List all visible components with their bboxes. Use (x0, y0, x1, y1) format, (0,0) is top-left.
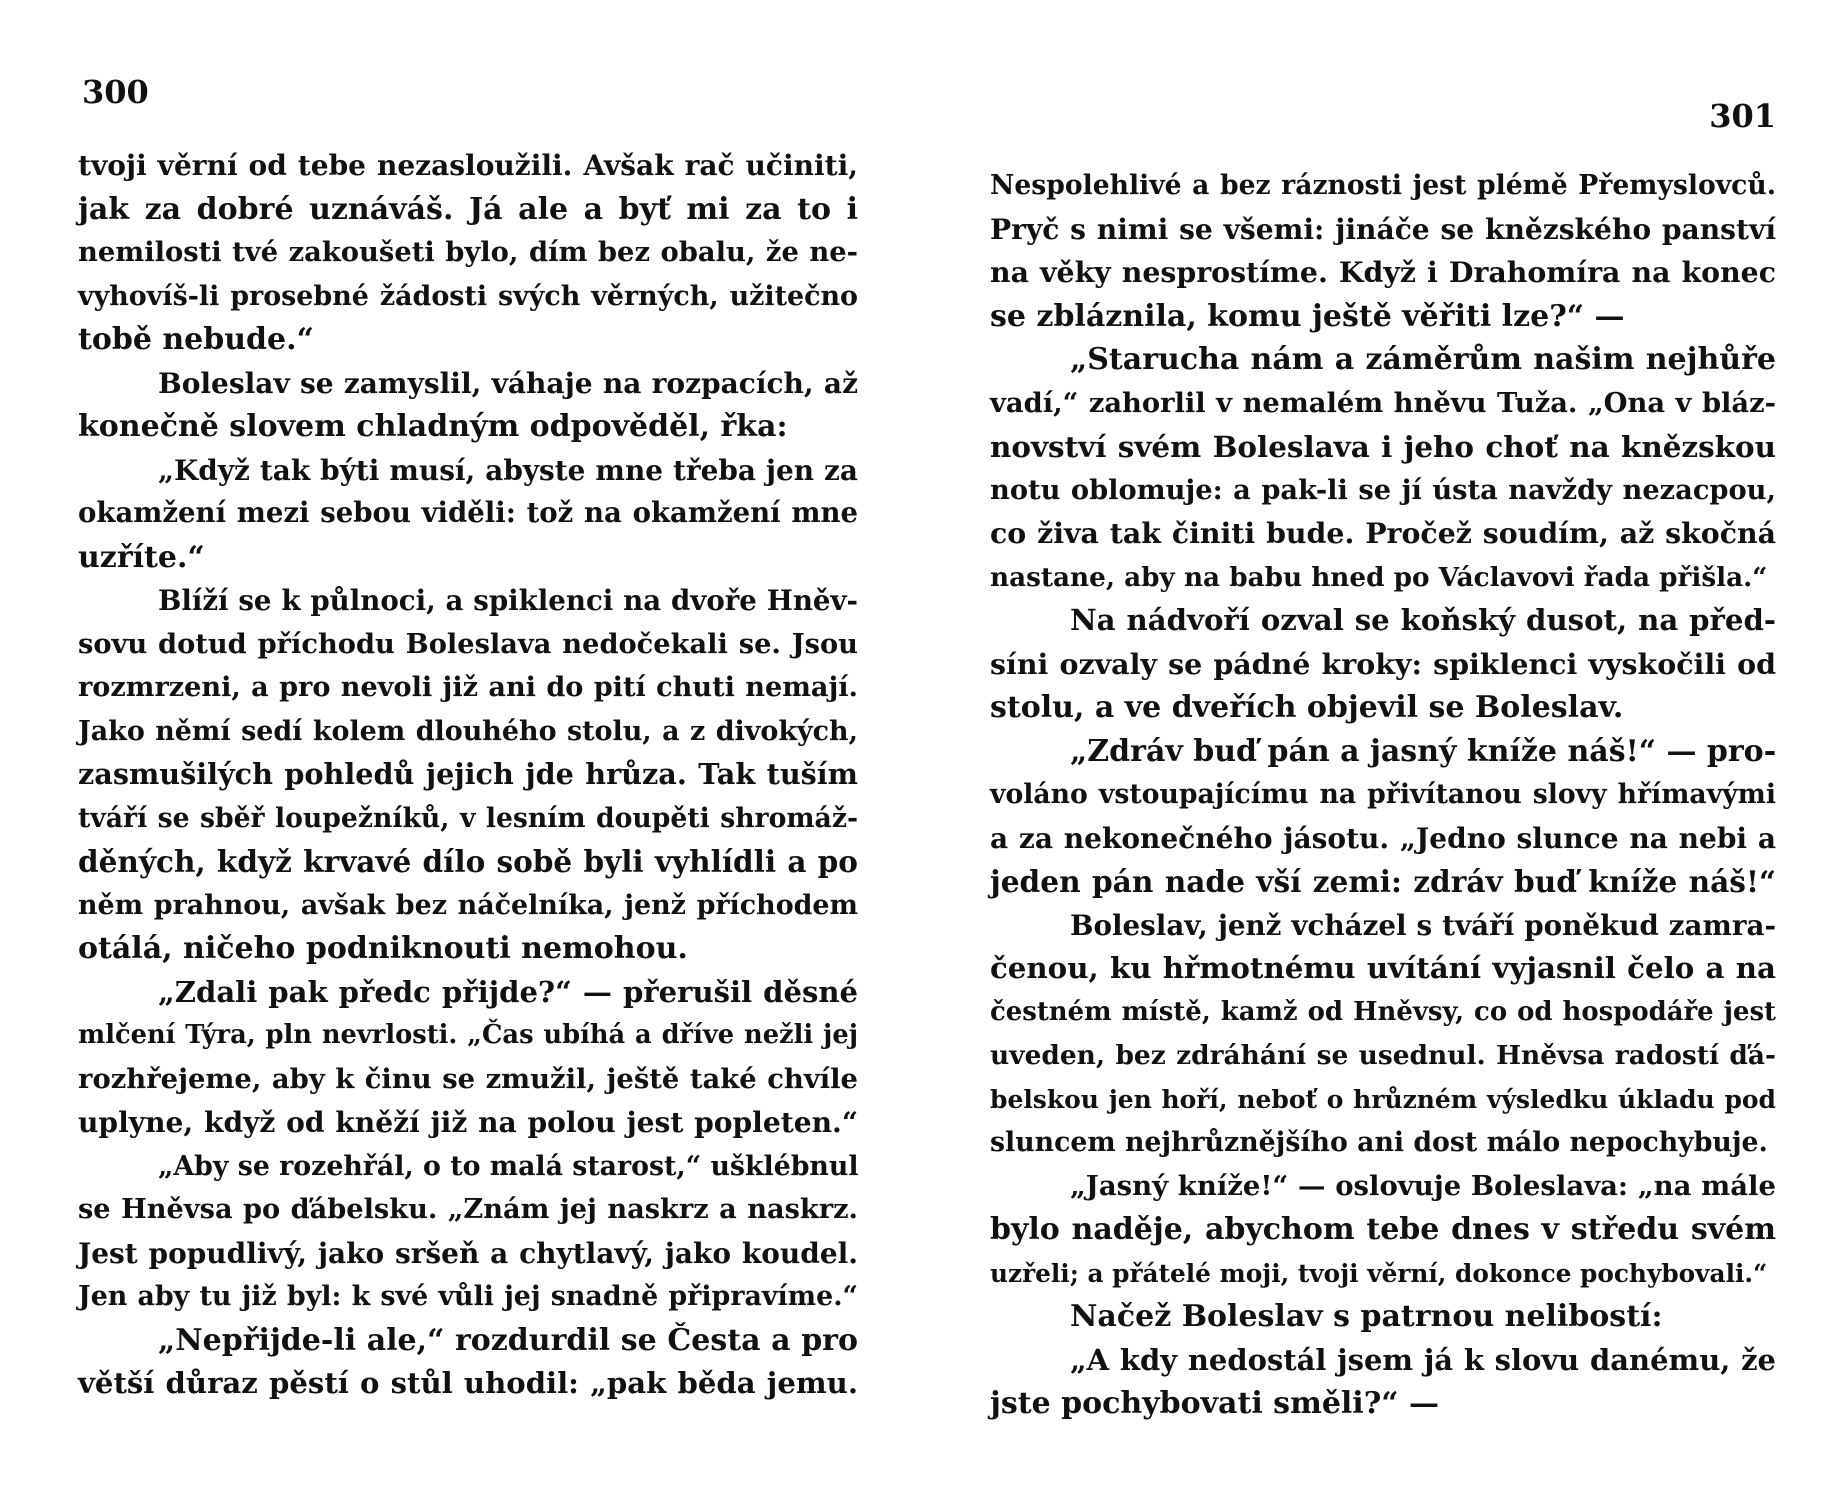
text-line: jak za dobré uznáváš. Já ale a byť mi za to i (78, 191, 858, 227)
text-line: se Hněvsa po ďábelsku. „Znám jej naskrz a naskrz. (78, 1193, 858, 1225)
right-page-text (990, 164, 1776, 1426)
text-line: Pryč s nimi se všemi: jináče se knězského panství (990, 212, 1776, 246)
text-line: co živa tak činiti bude. Pročež soudím, až skočná (990, 516, 1776, 550)
text-line: „A kdy nedostál jsem já k slovu danému, že (1070, 1342, 1776, 1377)
text-line: belskou jen hoří, neboť o hrůzném výsledku úkladu pod (990, 1084, 1776, 1114)
text-line: něm prahnou, avšak bez náčelníka, jenž příchodem (78, 889, 858, 921)
text-line: tváří se sběř loupežníků, v lesním doupěti shromáž- (78, 802, 858, 834)
text-line: uplyne, když od kněží již na polou jest popleten.“ (78, 1106, 858, 1139)
text-line: nastane, aby na babu hned po Václavovi řada přišla.“ (990, 561, 1768, 593)
text-line: uveden, bez zdráhání se usednul. Hněvsa radostí ďá- (990, 1040, 1776, 1071)
text-line: „Když tak býti musí, abyste mne třeba jen za (158, 453, 858, 487)
text-line: zasmušilých pohledů jejich jde hrůza. Tak tuším (78, 757, 858, 791)
text-line: děných, když krvavé dílo sobě byli vyhlídli a po (78, 844, 858, 879)
text-line: sovu dotud příchodu Boleslava nedočekali se. Jsou (78, 627, 858, 660)
page-number-left: 300 (82, 73, 149, 111)
text-line: konečně slovem chladným odpověděl, řka: (78, 409, 788, 444)
text-line: uzříte.“ (78, 539, 205, 575)
left-page-text (78, 144, 858, 1406)
text-line: bylo naděje, abychom tebe dnes v středu svém (990, 1212, 1776, 1247)
text-line: rozmrzeni, a pro nevoli již ani do pití chuti nemají. (78, 672, 858, 703)
text-line: Boleslav se zamyslil, váhaje na rozpacích, až (158, 366, 858, 400)
text-line: stolu, a ve dveřích objevil se Boleslav. (990, 690, 1624, 725)
text-line: nemilosti tvé zakoušeti bylo, dím bez obalu, že ne- (78, 236, 858, 268)
text-line: voláno vstoupajícímu na přivítanou slovy hřímavými (990, 779, 1776, 810)
text-line: Blíží se k půlnoci, a spiklenci na dvoře Hněv- (158, 584, 858, 617)
text-line: Na nádvoří ozval se koňský dusot, na před- (1070, 603, 1776, 637)
text-line: Boleslav, jenž vcházel s tváří poněkud zamra- (1070, 908, 1776, 942)
text-line: „Jasný kníže!“ — oslovuje Boleslava: „na mále (1070, 1169, 1776, 1202)
left-page (78, 0, 858, 1500)
text-line: čenou, ku hřmotnému uvítání vyjasnil čelo a na (990, 951, 1776, 985)
text-line: Jen aby tu již byl: k své vůli jej snadně připravíme.“ (78, 1281, 858, 1312)
text-line: sluncem nejhrůznějšího ani dost málo nepochybuje. (990, 1127, 1768, 1158)
text-line: otálá, ničeho podniknouti nemohou. (78, 931, 688, 966)
text-line: „Zdali pak předc přijde?“ — přerušil děsné (158, 974, 858, 1009)
text-line: Načež Boleslav s patrnou nelibostí: (1070, 1299, 1663, 1334)
text-line: Nespolehlivé a bez ráznosti jest plémě Přemyslovců. (990, 170, 1776, 201)
text-line: „Starucha nám a záměrům našim nejhůře (1070, 342, 1776, 377)
text-line: „Aby se rozehřál, o to malá starost,“ ušklébnul (158, 1150, 859, 1182)
page-number-right: 301 (1709, 97, 1776, 135)
text-line: okamžení mezi sebou viděli: tož na okamžení mne (78, 497, 858, 529)
text-line: Jest popudlivý, jako sršeň a chytlavý, jako koudel. (78, 1236, 858, 1270)
text-line: na věky nesprostíme. Když i Drahomíra na konec (990, 255, 1776, 289)
text-line: rozhřejeme, aby k činu se zmužil, ještě také chvíle (78, 1062, 858, 1095)
text-line: jeden pán nade vší zemi: zdráv buď kníže náš!“ (990, 864, 1776, 899)
text-line: vyhovíš-li prosebné žádosti svých věrných, užitečno (78, 280, 858, 312)
text-line: Jako němí sedí kolem dlouhého stolu, a z divokých, (78, 715, 858, 747)
text-line: čestném místě, kamž od Hněvsy, co od hospodáře jest (990, 996, 1776, 1027)
text-line: mlčení Týra, pln nevrlosti. „Čas ubíhá a dříve nežli jej (78, 1020, 858, 1050)
text-line: novství svém Boleslava i jeho choť na knězskou (990, 429, 1776, 464)
text-line: tvoji věrní od tebe nezasloužili. Avšak rač učiniti, (78, 149, 858, 182)
text-line: větší důraz pěstí o stůl uhodil: „pak běda jemu. (78, 1366, 858, 1400)
text-line: a za nekonečného jásotu. „Jedno slunce na nebi a (990, 821, 1776, 855)
text-line: síni ozvaly se pádné kroky: spiklenci vyskočili od (990, 646, 1776, 681)
text-line: notu oblomuje: a pak-li se jí ústa navždy nezacpou, (990, 473, 1776, 506)
text-line: „Nepřijde-li ale,“ rozdurdil se Česta a pro (158, 1322, 858, 1358)
text-line: „Zdráv buď pán a jasný kníže náš!“ — pro- (1070, 733, 1777, 769)
text-line: vadí,“ zahorlil v nemalém hněvu Tuža. „Ona v bláz- (990, 386, 1776, 419)
text-line: se zbláznila, komu ještě věřiti lze?“ — (990, 298, 1625, 334)
text-line: tobě nebude.“ (78, 322, 314, 357)
text-line: jste pochybovati směli?“ — (990, 1386, 1439, 1421)
right-page (990, 0, 1776, 1500)
text-line: uzřeli; a přátelé moji, tvoji věrní, dokonce pochybovali.“ (990, 1258, 1768, 1288)
